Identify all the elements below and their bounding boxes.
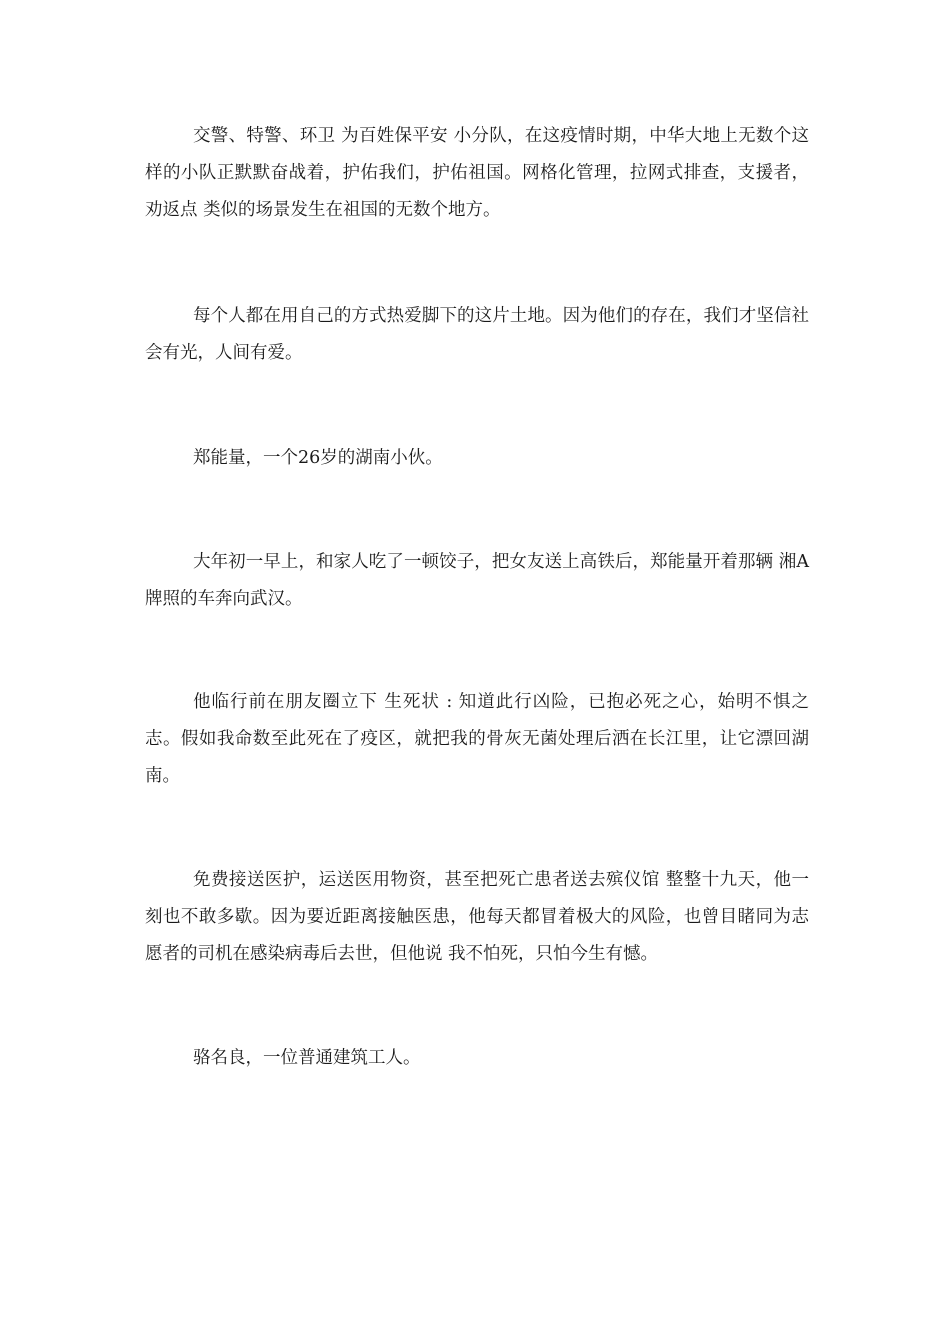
paragraph-4: 大年初一早上，和家人吃了一顿饺子，把女友送上高铁后，郑能量开着那辆 湘A 牌照的车奔向武汉。: [145, 552, 809, 609]
paragraph-5: 他临行前在朋友圈立下 生死状 : 知道此行凶险，已抱必死之心，始明不惧之志。假如我命数至此死在了疫区，就把我的骨灰无菌处理后洒在长江里，让它漂回湖南。: [145, 692, 809, 786]
paragraph-6: 免费接送医护，运送医用物资，甚至把死亡患者送去殡仪馆 整整十九天，他一刻也不敢多歇。因为要近距离接触医患，他每天都冒着极大的风险，也曾目睹同为志愿者的司机在感染病毒后去世，但他说 我不怕死，只怕今生有憾。: [145, 870, 809, 964]
paragraph-3: 郑能量，一个26岁的湖南小伙。: [193, 448, 443, 468]
paragraph-2: 每个人都在用自己的方式热爱脚下的这片土地。因为他们的存在，我们才坚信社会有光，人间有爱。: [145, 306, 809, 363]
paragraph-1: 交警、特警、环卫 为百姓保平安 小分队，在这疫情时期，中华大地上无数个这样的小队正默默奋战着，护佑我们，护佑祖国。网格化管理，拉网式排查，支援者，劝返点 类似的场景发生在祖国的无数个地方。: [145, 126, 809, 220]
paragraph-7: 骆名良，一位普通建筑工人。: [193, 1048, 421, 1068]
